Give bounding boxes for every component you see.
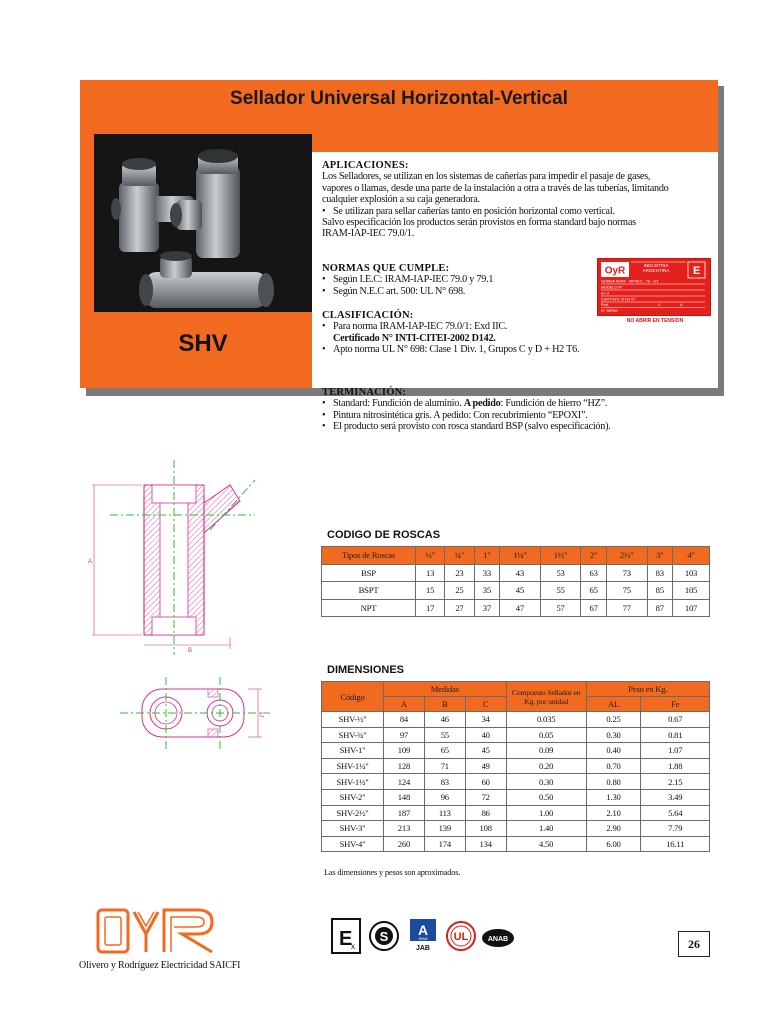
- plate-ex-mark: E: [693, 265, 701, 277]
- dims-value-cell: 4.50: [506, 836, 586, 852]
- terminacion-bullet: • El producto será provisto con rosca standard BSP (salvo especificación).: [322, 421, 712, 432]
- dims-value-cell: 84: [384, 712, 425, 728]
- dims-value-cell: 0.70: [586, 758, 641, 774]
- roscas-type: BSPT: [322, 582, 416, 600]
- dims-value-cell: 46: [424, 712, 465, 728]
- dims-value-cell: 0.035: [506, 712, 586, 728]
- iram-letter: A: [417, 922, 429, 938]
- dims-value-cell: 0.30: [586, 727, 641, 743]
- table-row: [322, 743, 710, 759]
- roscas-type: NPT: [322, 599, 416, 617]
- roscas-code: 87: [647, 599, 673, 617]
- dims-value-cell: 49: [465, 758, 506, 774]
- table-row: [322, 599, 710, 617]
- roscas-type: BSP: [322, 564, 416, 582]
- dims-value-cell: 1.30: [586, 789, 641, 805]
- dims-code-cell: SHV-1¼": [322, 758, 384, 774]
- plate-norma: NORMA IRAM - IAP/IEC - 79 - 0/1: [601, 279, 659, 284]
- plate-industria: INDUSTRIA: [643, 263, 669, 268]
- dims-value-cell: 71: [424, 758, 465, 774]
- table-row: [322, 774, 710, 790]
- roscas-size-header: ½": [416, 547, 445, 565]
- clasificacion-section: [322, 310, 702, 356]
- dims-code-cell: SHV-½": [322, 712, 384, 728]
- clasificacion-bullet: • Apto norma UL N° 698: Clase 1 Div. 1, Grupos C y D + H2 T6.: [322, 344, 702, 355]
- dims-value-cell: 83: [424, 774, 465, 790]
- roscas-code: 47: [500, 599, 541, 617]
- technical-drawing: [80, 455, 270, 755]
- roscas-table: [321, 546, 710, 617]
- s-mark-icon: [369, 918, 399, 958]
- dims-value-cell: 108: [465, 821, 506, 837]
- s-mark-letter: S: [379, 929, 389, 944]
- roscas-size-header: 2": [581, 547, 607, 565]
- roscas-code: 15: [416, 582, 445, 600]
- roscas-code: 83: [647, 564, 673, 582]
- roscas-header-row: [322, 547, 710, 565]
- dimensiones-note: Las dimensiones y pesos son aproximados.: [324, 868, 461, 877]
- normas-bullet: • Según N.E.C art. 500: UL N° 698.: [322, 286, 592, 297]
- dims-value-cell: 34: [465, 712, 506, 728]
- dims-value-cell: 187: [384, 805, 425, 821]
- aplicaciones-bullet: • Se utilizan para sellar cañerías tanto en posición horizontal como vertical.: [322, 206, 712, 217]
- dims-value-cell: 139: [424, 821, 465, 837]
- roscas-code: 77: [606, 599, 647, 617]
- dims-header-fe: Fe: [641, 697, 710, 712]
- ex-icon-sub: x: [351, 942, 355, 951]
- dims-value-cell: 128: [384, 758, 425, 774]
- roscas-code: 85: [647, 582, 673, 600]
- roscas-code: 13: [416, 564, 445, 582]
- dims-value-cell: 1.88: [641, 758, 710, 774]
- dims-value-cell: 1.40: [506, 821, 586, 837]
- roscas-code: 65: [581, 582, 607, 600]
- company-logo: [94, 906, 218, 956]
- aplicaciones-line: cualquier explosión a su caja generadora.: [322, 194, 480, 206]
- company-name: Olivero y Rodríguez Electricidad SAICFI: [79, 960, 241, 971]
- dims-header-c: C: [465, 697, 506, 712]
- table-row: [322, 758, 710, 774]
- side-section-view: [144, 485, 240, 635]
- aplicaciones-line: Los Selladores, se utilizan en los sistemas de cañerías para impedir el pasaje de gases,: [322, 171, 651, 183]
- dims-header-b: B: [424, 697, 465, 712]
- ex-icon: [331, 918, 361, 958]
- dimensiones-title: DIMENSIONES: [327, 664, 405, 676]
- dims-value-cell: 109: [384, 743, 425, 759]
- aplicaciones-line: Salvo especificación los productos serán provistos en forma standard bajo normas: [322, 217, 636, 229]
- product-photo-illustration: [94, 134, 312, 312]
- dims-code-cell: SHV-2½": [322, 805, 384, 821]
- dims-value-cell: 0.09: [506, 743, 586, 759]
- terminacion-text: : Fundición de hierro “HZ”.: [500, 398, 608, 410]
- roscas-title: CODIGO DE ROSCAS: [327, 529, 441, 541]
- roscas-code: 103: [673, 564, 710, 582]
- dims-header-a: A: [384, 697, 425, 712]
- roscas-code: 63: [581, 564, 607, 582]
- dims-value-cell: 2.15: [641, 774, 710, 790]
- dims-code-cell: SHV-3": [322, 821, 384, 837]
- dims-body: [322, 712, 710, 852]
- table-row: [322, 582, 710, 600]
- terminacion-bullet: • Pintura nitrosintética gris. A pedido: Con recubrimiento “EPOXI”.: [322, 410, 712, 421]
- roscas-code: 107: [673, 599, 710, 617]
- certificado-line: Certificado N° INTI-CITEI-2002 D142.: [333, 332, 496, 344]
- dims-value-cell: 0.25: [586, 712, 641, 728]
- dims-value-cell: 113: [424, 805, 465, 821]
- roscas-size-header: 3": [647, 547, 673, 565]
- table-row: [322, 805, 710, 821]
- aplicaciones-line: IRAM-IAP-IEC 79.0/1.: [322, 228, 415, 240]
- dims-value-cell: 0.05: [506, 727, 586, 743]
- dims-code-cell: SHV-4": [322, 836, 384, 852]
- aplicaciones-heading: APLICACIONES:: [322, 160, 409, 171]
- dim-a-label: A: [88, 559, 93, 565]
- roscas-code: 105: [673, 582, 710, 600]
- ul-label: UL: [453, 931, 469, 943]
- ul-icon: [446, 918, 476, 958]
- model-code: SHV: [178, 330, 228, 357]
- dims-value-cell: 213: [384, 821, 425, 837]
- plate-cert: CERT INTI CITEI N°: [601, 297, 636, 302]
- dims-value-cell: 5.64: [641, 805, 710, 821]
- roscas-code: 27: [445, 599, 474, 617]
- dimensiones-table: [321, 681, 710, 852]
- roscas-code: 67: [581, 599, 607, 617]
- dims-value-cell: 55: [424, 727, 465, 743]
- dims-value-cell: 97: [384, 727, 425, 743]
- dims-value-cell: 16.11: [641, 836, 710, 852]
- dims-value-cell: 7.79: [641, 821, 710, 837]
- terminacion-bullet: [322, 398, 712, 409]
- page-number: 26: [678, 931, 710, 957]
- dims-value-cell: 96: [424, 789, 465, 805]
- dims-value-cell: 134: [465, 836, 506, 852]
- dims-code-cell: SHV-1½": [322, 774, 384, 790]
- dims-value-cell: 60: [465, 774, 506, 790]
- dims-code-cell: SHV-2": [322, 789, 384, 805]
- table-row: [322, 836, 710, 852]
- dims-value-cell: 72: [465, 789, 506, 805]
- dims-value-cell: 0.40: [586, 743, 641, 759]
- dims-value-cell: 3.49: [641, 789, 710, 805]
- table-row: [322, 727, 710, 743]
- dims-value-cell: 6.00: [586, 836, 641, 852]
- product-photo: [94, 134, 312, 312]
- roscas-size-header: 2½": [606, 547, 647, 565]
- roscas-code: 25: [445, 582, 474, 600]
- plate-a: A: [680, 303, 683, 307]
- table-row: [322, 821, 710, 837]
- normas-section: [322, 263, 592, 297]
- table-row: [322, 789, 710, 805]
- dims-value-cell: 0.80: [586, 774, 641, 790]
- dims-header-row: [322, 682, 710, 697]
- certification-plate: [597, 258, 711, 324]
- ex-icon-letter: E: [339, 928, 353, 950]
- terminacion-heading: TERMINACIÓN:: [322, 387, 407, 398]
- page-title: Sellador Universal Horizontal-Vertical: [230, 88, 568, 109]
- table-row: [322, 712, 710, 728]
- roscas-code: 57: [540, 599, 581, 617]
- terminacion-section: [322, 387, 712, 433]
- iram-icon: [408, 918, 438, 958]
- dims-value-cell: 1.00: [506, 805, 586, 821]
- dims-value-cell: 0.50: [506, 789, 586, 805]
- plate-exd: Ex-d: [601, 291, 609, 296]
- jab-label: JAB: [415, 945, 431, 952]
- dims-value-cell: 0.20: [506, 758, 586, 774]
- roscas-code: 75: [606, 582, 647, 600]
- aplicaciones-section: [322, 160, 712, 240]
- roscas-size-header: 1½": [540, 547, 581, 565]
- anab-icon: [481, 918, 515, 958]
- plate-argentina: ARGENTINA: [642, 268, 670, 273]
- dims-value-cell: 65: [424, 743, 465, 759]
- dims-value-cell: 1.07: [641, 743, 710, 759]
- dims-value-cell: 0.67: [641, 712, 710, 728]
- dims-value-cell: 0.81: [641, 727, 710, 743]
- dims-value-cell: 174: [424, 836, 465, 852]
- roscas-code: 43: [500, 564, 541, 582]
- dims-value-cell: 124: [384, 774, 425, 790]
- roscas-size-header: 1": [474, 547, 500, 565]
- dim-c-label: C: [260, 713, 265, 719]
- roscas-size-header: 4": [673, 547, 710, 565]
- plate-modelo: MODELO N°: [601, 285, 623, 290]
- dims-header-medidas: Medidas: [384, 682, 507, 697]
- clasificacion-bullet: • Para norma IRAM-IAP-IEC 79.0/1: Exd IIC.: [322, 321, 702, 332]
- plate-serie: N° SERIE: [601, 309, 618, 313]
- roscas-code: 33: [474, 564, 500, 582]
- dims-value-cell: 260: [384, 836, 425, 852]
- dims-value-cell: 86: [465, 805, 506, 821]
- dims-header-compuesto: Compuesto Sellador en Kg. por unidad: [506, 682, 586, 712]
- roscas-code: 35: [474, 582, 500, 600]
- a-pedido-label: A pedido: [463, 398, 501, 410]
- dims-value-cell: 2.10: [586, 805, 641, 821]
- dims-header-codigo: Código: [322, 682, 384, 712]
- roscas-code: 17: [416, 599, 445, 617]
- plate-caption: NO ABRIR EN TENSION: [626, 318, 684, 324]
- dims-header-peso: Peso en Kg.: [586, 682, 709, 697]
- dims-value-cell: 148: [384, 789, 425, 805]
- roscas-code: 53: [540, 564, 581, 582]
- dims-value-cell: 45: [465, 743, 506, 759]
- roscas-code: 55: [540, 582, 581, 600]
- plate-v: V: [658, 303, 661, 307]
- roscas-code: 73: [606, 564, 647, 582]
- dims-value-cell: 2.90: [586, 821, 641, 837]
- normas-heading: NORMAS QUE CUMPLE:: [322, 263, 450, 274]
- roscas-code: 37: [474, 599, 500, 617]
- anab-label: ANAB: [487, 936, 509, 943]
- plate-prot: Prot.: [601, 303, 610, 307]
- terminacion-text: Standard: Fundición de aluminio.: [333, 398, 464, 410]
- dims-value-cell: 40: [465, 727, 506, 743]
- roscas-size-header: 1¼": [500, 547, 541, 565]
- clasificacion-heading: CLASIFICACIÓN:: [322, 310, 414, 321]
- normas-bullet: • Según I.E.C: IRAM-IAP-IEC 79.0 y 79.1: [322, 274, 592, 285]
- dim-b-label: B: [188, 648, 193, 654]
- aplicaciones-line: vapores o llamas, desde una parte de la instalación a otra a través de las tuberías, limitando: [322, 182, 669, 194]
- dims-code-cell: SHV-¾": [322, 727, 384, 743]
- roscas-code: 23: [445, 564, 474, 582]
- roscas-code: 45: [500, 582, 541, 600]
- roscas-header-label: Tipos de Roscas: [322, 547, 416, 565]
- svg-text:OyR: OyR: [604, 265, 626, 277]
- dims-code-cell: SHV-1": [322, 743, 384, 759]
- table-row: [322, 564, 710, 582]
- roscas-size-header: ¾": [445, 547, 474, 565]
- dims-value-cell: 0.30: [506, 774, 586, 790]
- dims-header-al: AL: [586, 697, 641, 712]
- iram-sub: IRAM: [418, 937, 428, 941]
